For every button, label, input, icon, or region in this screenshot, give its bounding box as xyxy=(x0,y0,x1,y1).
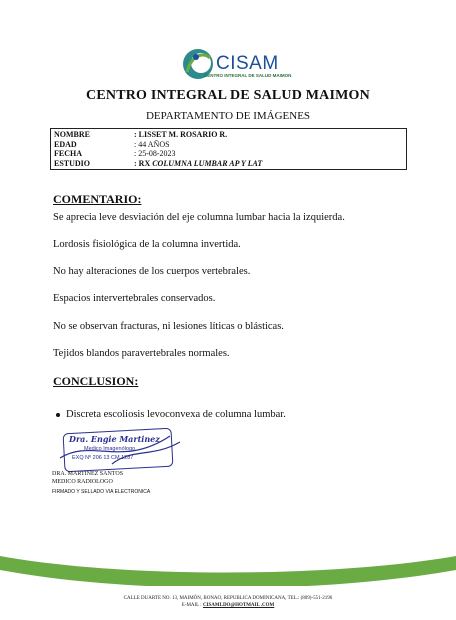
comment-line: No hay alteraciones de los cuerpos vertebrales. xyxy=(53,266,251,277)
stamp-doctor-name: Dra. Engie Martinez xyxy=(69,434,160,444)
comment-line: Lordosis fisiológica de la columna invertida. xyxy=(53,239,241,250)
info-row-fecha xyxy=(54,149,262,159)
footer-email-label: E-MAIL : xyxy=(181,603,203,608)
info-label: ESTUDIO xyxy=(54,158,91,168)
info-value xyxy=(134,159,262,169)
info-value: : LISSET M. ROSARIO R. xyxy=(134,130,228,139)
study-prefix: : RX xyxy=(134,158,153,168)
comment-line: No se observan fracturas, ni lesiones líticas o blásticas. xyxy=(53,321,284,332)
cisam-logo-mark-icon xyxy=(178,44,218,84)
page-title: CENTRO INTEGRAL DE SALUD MAIMON xyxy=(86,88,370,103)
patient-info-box xyxy=(50,128,407,170)
study-name: COLUMNA LUMBAR AP Y LAT xyxy=(152,158,263,168)
signature-stamp xyxy=(52,428,192,473)
info-row-edad xyxy=(54,140,262,150)
comment-line: Espacios intervertebrales conservados. xyxy=(53,293,216,304)
signed-note: FIRMADO Y SELLADO VIA ELECTRONICA xyxy=(52,489,151,495)
footer-email-line xyxy=(0,603,456,608)
conclusion-bullet: Discreta escoliosis levoconvexa de columna lumbar. xyxy=(66,409,286,420)
patient-info-table xyxy=(54,130,262,168)
clinic-logo xyxy=(178,44,292,84)
comment-line: Se aprecia leve desviación del eje columna lumbar hacia la izquierda. xyxy=(53,212,345,223)
stamp-role: Medico Imagenólogo xyxy=(84,446,136,452)
stamp-license: EXQ Nº 206 13 CM 1287 xyxy=(72,455,134,461)
info-label: EDAD xyxy=(54,139,77,149)
info-row-estudio xyxy=(54,159,262,169)
info-row-nombre xyxy=(54,130,262,140)
doctor-name: DRA. MARTINEZ SANTOS xyxy=(52,471,124,477)
footer-address: CALLE DUARTE NO. 13, MAIMÓN, BONAO, REPUBLICA DOMINICANA, TEL.: (809)-551-2196 xyxy=(123,596,333,601)
comment-line: Tejidos blandos paravertebrales normales. xyxy=(53,348,230,359)
footer xyxy=(0,556,456,620)
footer-wave-icon xyxy=(0,556,456,620)
doctor-signature-block xyxy=(52,470,123,486)
info-label: FECHA xyxy=(54,149,82,158)
doctor-title: MEDICO RADIOLOGO xyxy=(52,479,113,485)
info-label: NOMBRE xyxy=(54,130,90,139)
department-name: DEPARTAMENTO DE IMÁGENES xyxy=(145,110,311,122)
footer-email-link[interactable]: CISAMLDO@HOTMAIL .COM xyxy=(202,603,275,608)
logo-subtitle: CENTRO INTEGRAL DE SALUD MAIMON xyxy=(204,73,292,78)
conclusion-heading: CONCLUSION: xyxy=(53,374,139,388)
info-value: : 44 AÑOS xyxy=(134,139,170,149)
info-value: : 25-08-2023 xyxy=(134,149,176,158)
comentario-heading: COMENTARIO: xyxy=(53,192,142,206)
logo-wordmark: CISAM xyxy=(216,53,279,74)
